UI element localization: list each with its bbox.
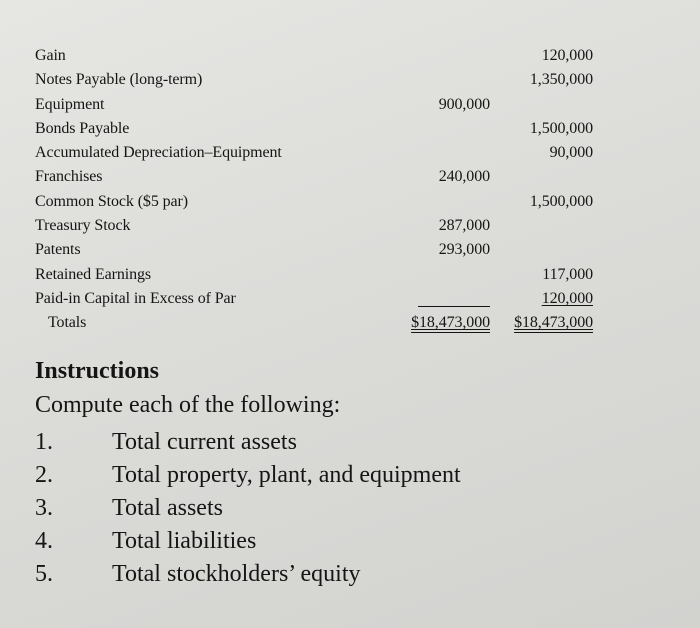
ledger-row — [0, 238, 700, 262]
question-text: Total property, plant, and equipment — [112, 462, 461, 488]
ledger-row — [0, 263, 700, 287]
account-name: Equipment — [35, 95, 105, 113]
instructions-heading: Instructions — [35, 358, 160, 384]
account-name: Notes Payable (long-term) — [35, 71, 203, 89]
account-name: Common Stock ($5 par) — [35, 192, 188, 210]
account-name: Franchises — [35, 168, 103, 186]
question-item — [35, 558, 675, 591]
question-text: Total liabilities — [112, 528, 257, 554]
question-text: Total current assets — [112, 429, 297, 455]
question-item — [35, 459, 675, 492]
question-text: Total stockholders’ equity — [112, 561, 361, 587]
totals-label: Totals — [48, 314, 87, 332]
ledger-row — [0, 44, 700, 68]
ledger-row — [0, 141, 700, 165]
question-number: 4. — [35, 528, 53, 554]
trial-balance-table — [0, 44, 700, 336]
ledger-row — [0, 117, 700, 141]
question-item — [35, 525, 675, 558]
account-name: Patents — [35, 241, 81, 259]
credit-amount: 1,350,000 — [529, 71, 593, 89]
debit-total: $18,473,000 — [411, 314, 490, 332]
question-number: 5. — [35, 561, 53, 587]
credit-amount: 90,000 — [549, 144, 593, 162]
instructions-section — [35, 356, 675, 591]
debit-amount: 287,000 — [438, 217, 490, 235]
question-number: 2. — [35, 462, 53, 488]
question-list — [35, 426, 675, 591]
account-name: Paid-in Capital in Excess of Par — [35, 289, 236, 307]
account-name: Retained Earnings — [35, 265, 152, 283]
instructions-lead: Compute each of the following: — [35, 392, 341, 418]
debit-amount: 240,000 — [438, 168, 490, 186]
credit-amount: 1,500,000 — [529, 192, 593, 210]
ledger-row — [0, 68, 700, 92]
credit-amount: 120,000 — [541, 289, 593, 307]
account-name: Treasury Stock — [35, 217, 131, 235]
ledger-row — [0, 287, 700, 311]
ledger-row — [0, 214, 700, 238]
question-item — [35, 492, 675, 525]
credit-total: $18,473,000 — [514, 314, 593, 332]
question-number: 3. — [35, 495, 53, 521]
ledger-row — [0, 93, 700, 117]
question-item — [35, 426, 675, 459]
ledger-row — [0, 165, 700, 189]
debit-amount: 900,000 — [438, 95, 490, 113]
credit-amount: 1,500,000 — [529, 119, 593, 137]
credit-amount: 120,000 — [541, 47, 593, 64]
question-number: 1. — [35, 429, 53, 455]
debit-subtotal-rule — [418, 306, 490, 307]
account-name: Bonds Payable — [35, 119, 130, 137]
debit-amount: 293,000 — [438, 241, 490, 259]
totals-row — [0, 311, 700, 335]
account-name: Accumulated Depreciation–Equipment — [35, 144, 282, 162]
account-name: Gain — [35, 47, 66, 64]
ledger-row — [0, 190, 700, 214]
question-text: Total assets — [112, 495, 223, 521]
credit-amount: 117,000 — [542, 265, 593, 283]
